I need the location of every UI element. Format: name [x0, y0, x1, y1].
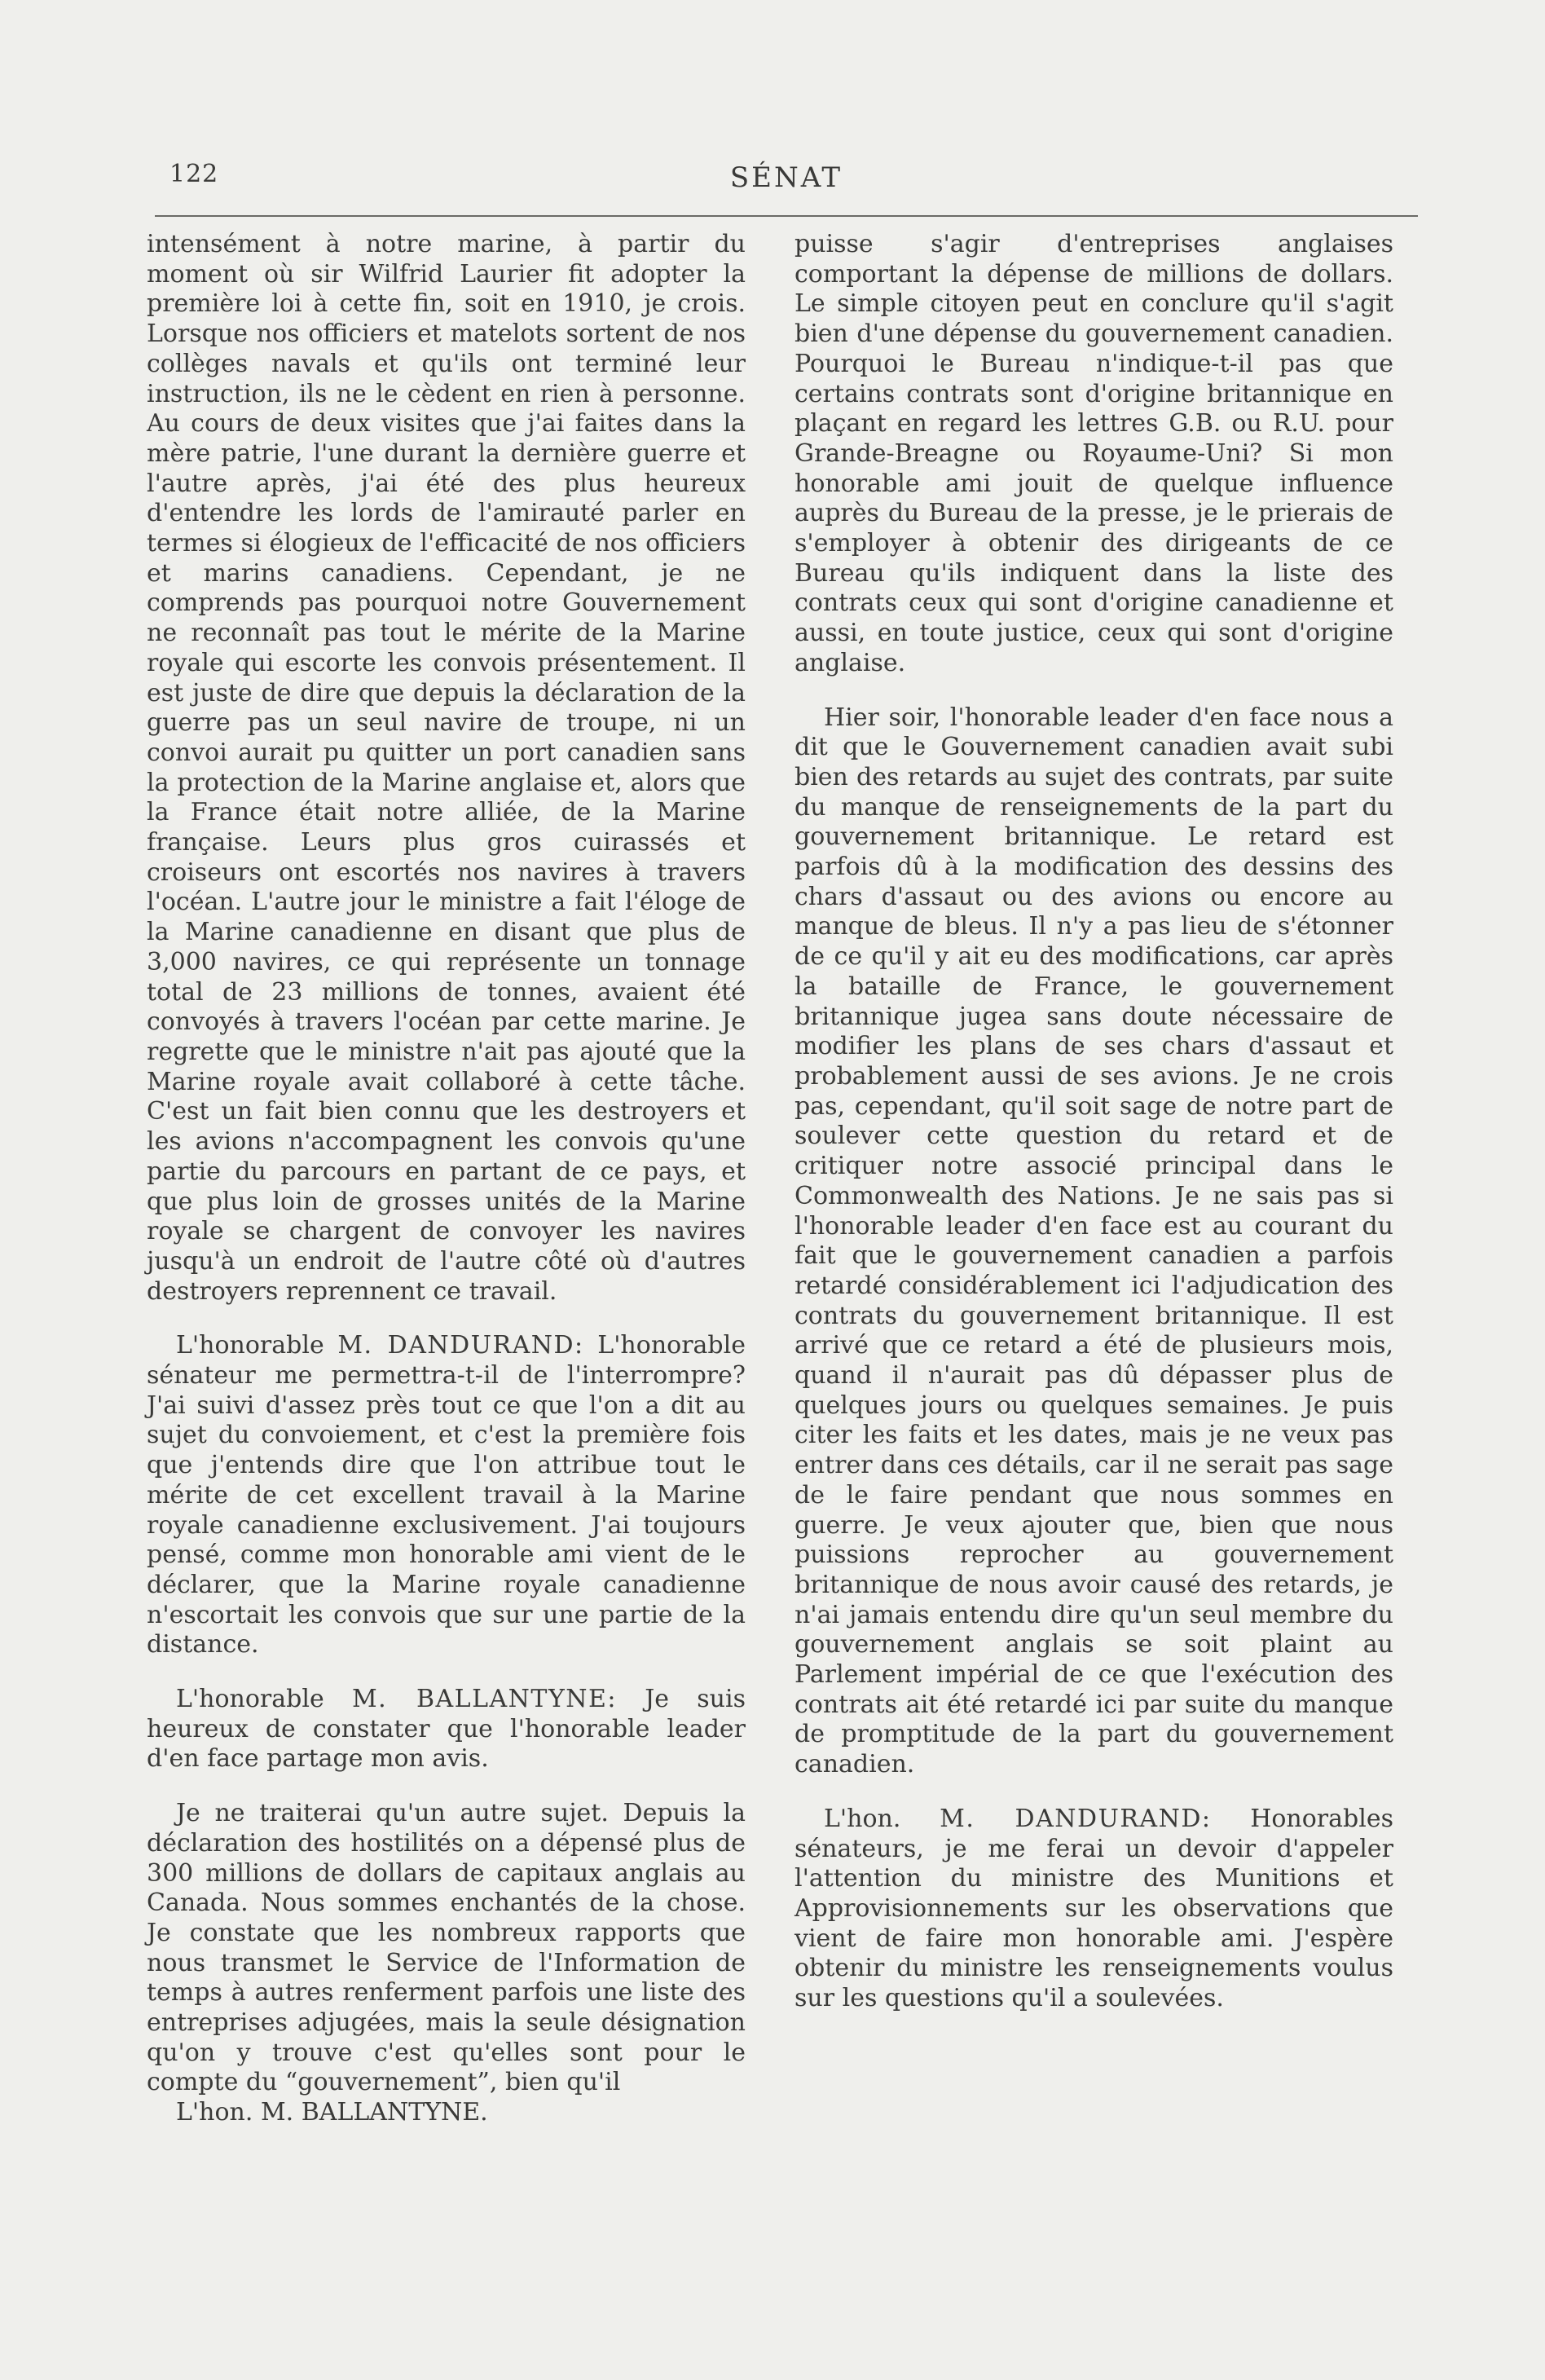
paragraph-continuation: puisse s'agir d'entreprises anglaises comportant la dépense de millions de dollars. Le simple citoyen peut en conclure qu'il s'agit bien d'une dépense du gouvernement canadien. Pourquoi le Bureau n'indique-t-il pas que certains contrats sont d'origine britannique en plaçant en regard les lettres G.B. ou R.U. pour Grande-Breagne ou Royaume-Uni? Si mon honorable ami jouit de quelque influence auprès du Bureau de la presse, je le prierais de s'employer à obtenir des dirigeants de ce Bureau qu'ils indiquent dans la liste des contrats ceux qui sont d'origine canadienne et aussi, en toute justice, ceux qui sont d'origine anglaise. — [795, 230, 1393, 677]
paragraph-continuation: intensément à notre marine, à partir du moment où sir Wilfrid Laurier fit adopter la première loi à cette fin, soit en 1910, je crois. Lorsque nos officiers et matelots sortent de nos collèges navals et qu'ils ont terminé leur instruction, ils ne le cèdent en rien à personne. Au cours de deux visites que j'ai faites dans la mère patrie, l'une durant la dernière guerre et l'autre après, j'ai été des plus heureux d'entendre les lords de l'amirauté parler en termes si élogieux de l'efficacité de nos officiers et marins canadiens. Cependant, je ne comprends pas pourquoi notre Gouvernement ne reconnaît pas tout le mérite de la Marine royale qui escorte les convois présentement. Il est juste de dire que depuis la déclaration de la guerre pas un seul navire de troupe, ni un convoi aurait pu quitter un port canadien sans la protection de la Marine anglaise et, alors que la France était notre alliée, de la Marine française. Leurs plus gros cuirassés et croiseurs ont escortés nos navires à travers l'océan. L'autre jour le ministre a fait l'éloge de la Marine canadienne en disant que plus de 3,000 navires, ce qui représente un tonnage total de 23 millions de tonnes, avaient été convoyés à travers l'océan par cette marine. Je regrette que le ministre n'ait pas ajouté que la Marine royale avait collaboré à cette tâche. C'est un fait bien connu que les destroyers et les avions n'accompagnent les convois qu'une partie du parcours en partant de ce pays, et que plus loin de grosses unités de la Marine royale se chargent de convoyer les navires jusqu'à un endroit de l'autre côté où d'autres destroyers reprennent ce travail. — [147, 230, 746, 1306]
right-column — [795, 230, 1393, 2014]
speaker-name: M. DANDURAND: — [337, 1331, 584, 1360]
page-header — [155, 155, 1418, 204]
speaker-prefix: L'hon. — [824, 1804, 901, 1833]
speech-dandurand — [147, 1331, 746, 1660]
page-number: 122 — [169, 160, 219, 188]
left-column — [147, 230, 746, 2128]
speaker-sign-off: L'hon. M. BALLANTYNE. — [176, 2098, 488, 2127]
speech-text: Je suis heureux de constater que l'honorable leader d'en face partage mon avis. — [147, 1685, 746, 1774]
speaker-name: M. DANDURAND: — [940, 1804, 1212, 1833]
speech-dandurand — [795, 1805, 1393, 2014]
speech-ballantyne — [147, 1685, 746, 1774]
speech-text: L'honorable sénateur me permettra-t-il de l'interrompre? J'ai suivi d'assez près tout ce que l'on a dit au sujet du convoiement, et c'est la première fois que j'entends dire que l'on attribue tout le mérite de cet excellent travail à la Marine royale canadienne exclusivement. J'ai toujours pensé, comme mon honorable ami vient de le déclarer, que la Marine royale canadienne n'escortait les convois que sur une partie de la distance. — [147, 1331, 746, 1659]
speech-text: Honorables sénateurs, je me ferai un devoir d'appeler l'attention du ministre des Munitions et Approvisionnements sur les observations que vient de faire mon honorable ami. J'espère obtenir du ministre les renseignements voulus sur les questions qu'il a soulevées. — [795, 1804, 1393, 2013]
paragraph: Hier soir, l'honorable leader d'en face nous a dit que le Gouvernement canadien avait subi bien des retards au sujet des contrats, par suite du manque de renseignements de la part du gouvernement britannique. Le retard est parfois dû à la modification des dessins des chars d'assaut ou des avions ou encore au manque de bleus. Il n'y a pas lieu de s'étonner de ce qu'il y ait eu des modifications, car après la bataille de France, le gouvernement britannique jugea sans doute nécessaire de modifier les plans de ses chars d'assaut et probablement aussi de ses avions. Je ne crois pas, cependant, qu'il soit sage de notre part de soulever cette question du retard et de critiquer notre associé principal dans le Commonwealth des Nations. Je ne sais pas si l'honorable leader d'en face est au courant du fait que le gouvernement canadien a parfois retardé considérablement ici l'adjudication des contrats du gouvernement britannique. Il est arrivé que ce retard a été de plusieurs mois, quand il n'aurait pas dû dépasser plus de quelques jours ou quelques semaines. Je puis citer les faits et les dates, mais je ne veux pas entrer dans ces détails, car il ne serait pas sage de le faire pendant que nous sommes en guerre. Je veux ajouter que, bien que nous puissions reprocher au gouvernement britannique de nous avoir causé des retards, je n'ai jamais entendu dire qu'un seul membre du gouvernement anglais se soit plaint au Parlement impérial de ce que l'exécution des contrats ait été retardé ici par suite du manque de promptitude de la part du gouvernement canadien. — [795, 703, 1393, 1779]
speaker-name: M. BALLANTYNE: — [351, 1685, 618, 1714]
speaker-prefix: L'honorable — [176, 1685, 324, 1714]
speaker-prefix: L'honorable — [176, 1331, 324, 1360]
running-title: SÉNAT — [729, 161, 843, 194]
header-rule — [155, 215, 1418, 217]
paragraph: Je ne traiterai qu'un autre sujet. Depuis la déclaration des hostilités on a dépensé plus de 300 millions de dollars de capitaux anglais au Canada. Nous sommes enchantés de la chose. Je constate que les nombreux rapports que nous transmet le Service de l'Information de temps à autres renferment parfois une liste des entreprises adjugées, mais la seule désignation qu'on y trouve c'est qu'elles sont pour le compte du “gouvernement”, bien qu'il — [147, 1799, 746, 2097]
